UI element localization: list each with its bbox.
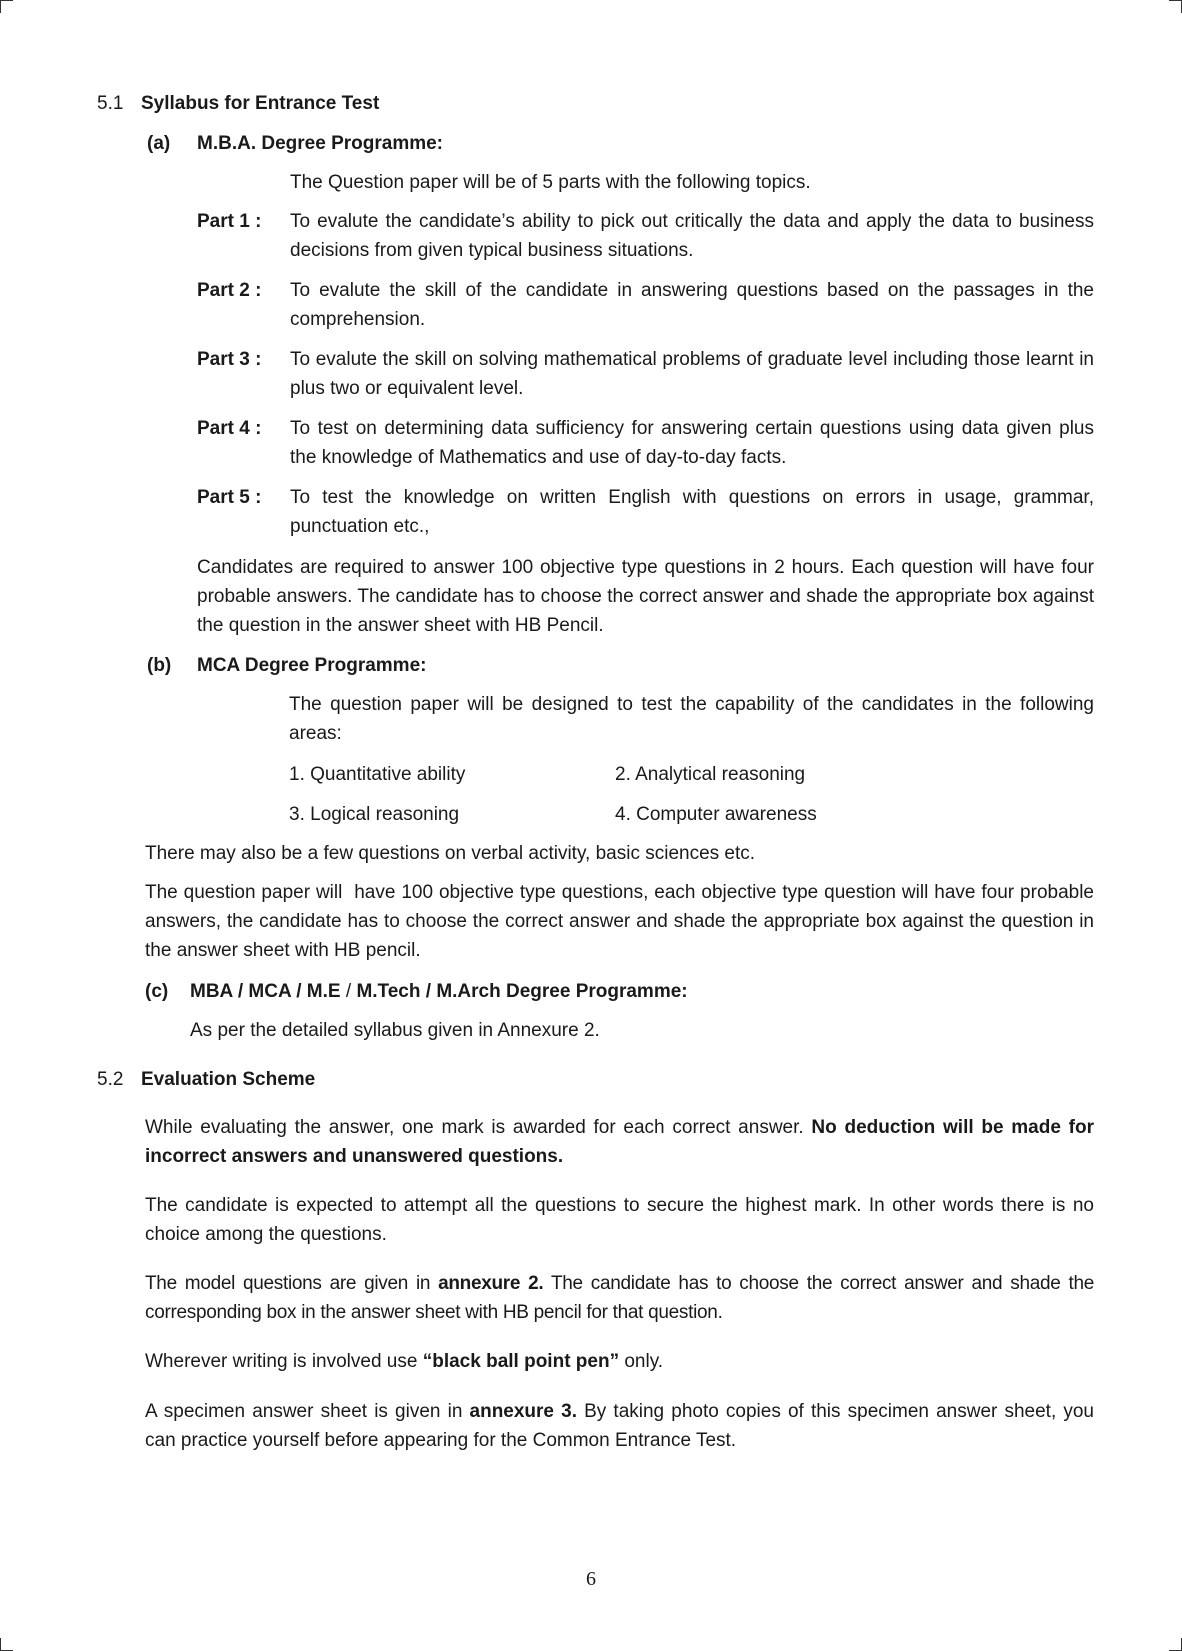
part-text: To evalute the candidate’s ability to pick out critically the data and apply the data to business decisions from given typical business situations. <box>290 211 1094 261</box>
area-item: 2. Analytical reasoning <box>615 764 806 785</box>
c-text: As per the detailed syllabus given in Annexure 2. <box>190 1020 600 1041</box>
section-number: 5.1 <box>97 93 124 114</box>
page-number: 6 <box>586 1568 596 1590</box>
mca-areas-row-2 <box>289 800 817 829</box>
evaluation-paragraph-4 <box>145 1347 1094 1376</box>
evaluation-paragraph-5 <box>145 1397 1094 1455</box>
text-run: Wherever writing is involved use <box>145 1351 423 1372</box>
bold-text-run: annexure 3. <box>469 1401 577 1422</box>
subsection-label: (a) <box>147 133 171 154</box>
crop-mark-bottom-left <box>0 1638 13 1651</box>
part-label: Part 3 : <box>197 349 262 370</box>
subsection-label: (c) <box>145 981 169 1002</box>
mba-intro: The Question paper will be of 5 parts with the following topics. <box>290 172 811 193</box>
subsection-c-heading <box>145 977 688 1006</box>
mba-part-2 <box>197 276 1094 334</box>
text-run: The candidate has to choose the correct answer and shade the corresponding box in the answer sheet with HB pencil for that question. <box>145 1273 1094 1323</box>
mca-areas-row-1 <box>289 760 805 789</box>
part-label: Part 1 : <box>197 211 262 232</box>
subsection-title-part-1: MBA / MCA / M.E <box>190 981 341 1002</box>
mca-note: There may also be a few questions on verbal activity, basic sciences etc. <box>145 843 756 864</box>
subsection-b-heading <box>147 651 426 680</box>
evaluation-paragraph-3 <box>145 1269 1094 1327</box>
part-text: To evalute the skill on solving mathematical problems of graduate level including those learnt in plus two or equivalent level. <box>290 349 1094 399</box>
part-label: Part 2 : <box>197 280 262 301</box>
subsection-a-heading <box>147 129 443 158</box>
text-run: A specimen answer sheet is given in <box>145 1401 470 1422</box>
subsection-title-part-2: M.Tech / M.Arch Degree Programme: <box>356 981 688 1002</box>
subsection-label: (b) <box>147 655 172 676</box>
part-text: To test the knowledge on written English with questions on errors in usage, grammar, punctuation etc., <box>290 487 1094 537</box>
crop-mark-bottom-right <box>1169 1638 1182 1651</box>
mba-part-1 <box>197 207 1094 265</box>
text-run: The model questions are given in <box>145 1273 439 1294</box>
part-text: To evalute the skill of the candidate in answering questions based on the passages in the comprehension. <box>290 280 1094 330</box>
area-item: 4. Computer awareness <box>615 804 817 825</box>
text-run: only. <box>619 1351 664 1372</box>
section-title: Evaluation Scheme <box>141 1069 316 1090</box>
text-run: By taking photo copies of this specimen answer sheet, you can practice yourself before appearing for the Common Entrance Test. <box>145 1401 1094 1451</box>
area-item: 1. Quantitative ability <box>289 764 466 785</box>
part-label: Part 4 : <box>197 418 262 439</box>
subsection-title: MCA Degree Programme: <box>197 655 427 676</box>
subsection-title: M.B.A. Degree Programme: <box>197 133 444 154</box>
mba-part-5 <box>197 483 1094 541</box>
part-text: To test on determining data sufficiency for answering certain questions using data given plus the knowledge of Mathematics and use of day-to-day facts. <box>290 418 1094 468</box>
text-run: While evaluating the answer, one mark is awarded for each correct answer. <box>145 1117 812 1138</box>
bold-text-run: “black ball point pen” <box>422 1351 620 1372</box>
section-title: Syllabus for Entrance Test <box>141 93 380 114</box>
section-number: 5.2 <box>97 1069 124 1090</box>
section-5-1-heading <box>97 89 379 118</box>
mba-part-4 <box>197 414 1094 472</box>
mba-closing-paragraph: Candidates are required to answer 100 objective type questions in 2 hours. Each question will have four probable answers. The candidate has to choose the correct answer and shade the appropriate box against the question in the answer sheet with HB Pencil. <box>197 557 1094 636</box>
crop-mark-top-right <box>1169 0 1182 13</box>
mca-closing-paragraph: The question paper will have 100 objective type questions, each objective type question will have four probable answers, the candidate has to choose the correct answer and shade the appropriate box against the question in the answer sheet with HB pencil. <box>145 882 1100 961</box>
mca-intro: The question paper will be designed to test the capability of the candidates in the following areas: <box>289 694 1094 744</box>
evaluation-paragraph-1 <box>145 1113 1094 1171</box>
part-label: Part 5 : <box>197 487 262 508</box>
section-5-2-heading <box>97 1065 315 1094</box>
area-item: 3. Logical reasoning <box>289 804 460 825</box>
crop-mark-top-left <box>0 0 13 13</box>
mba-part-3 <box>197 345 1094 403</box>
subsection-title-separator: / <box>340 981 357 1002</box>
bold-text-run: annexure 2. <box>438 1273 544 1294</box>
bold-text-run: No deduction will be made for incorrect answers and unanswered questions. <box>145 1117 1094 1167</box>
evaluation-paragraph-2: The candidate is expected to attempt all the questions to secure the highest mark. In other words there is no choice among the questions. <box>145 1195 1094 1245</box>
